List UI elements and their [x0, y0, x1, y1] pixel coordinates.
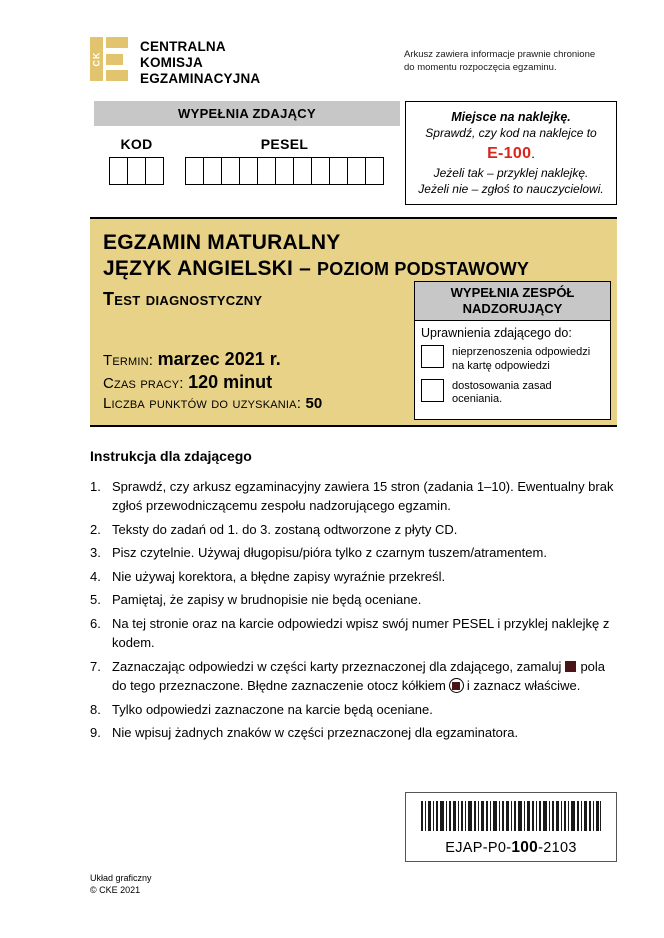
- supervisor-option-row: [421, 345, 604, 374]
- barcode-image: [421, 801, 601, 831]
- instruction-text: Sprawdź, czy arkusz egzaminacyjny zawiera 15 stron (zadania 1–10). Ewentualny brak zgłoś przewodniczącemu zespołu nadzorującego egzamin.: [112, 478, 614, 514]
- instruction-item: [90, 723, 617, 743]
- instruction-number: 6.: [90, 615, 101, 631]
- checkbox[interactable]: [421, 345, 444, 368]
- instruction-number: 3.: [90, 545, 101, 561]
- exam-subject: JĘZYK ANGIELSKI –: [103, 256, 318, 280]
- barcode-text-prefix: EJAP-P0-: [445, 840, 512, 856]
- cke-logo-bar: [90, 37, 103, 81]
- kod-field-group: [109, 136, 164, 185]
- supervisor-box-header: [415, 282, 610, 322]
- pesel-cell[interactable]: [257, 157, 276, 185]
- instruction-number: 7.: [90, 658, 101, 674]
- pesel-cell[interactable]: [311, 157, 330, 185]
- footer-line-1: Układ graficzny: [90, 873, 152, 883]
- exam-points-value: 50: [305, 394, 323, 412]
- instruction-7-part-2: pola do tego przeznaczone. Błędne zaznaczenie otocz kółkiem: [112, 658, 606, 694]
- sticker-box: [405, 101, 617, 205]
- pesel-cell[interactable]: [185, 157, 204, 185]
- supervisor-header-line-1: WYPEŁNIA ZESPÓŁ: [450, 284, 575, 300]
- supervisor-intro: Uprawnienia zdającego do:: [421, 326, 572, 341]
- instructions-section: [90, 448, 617, 743]
- pesel-cell[interactable]: [203, 157, 222, 185]
- instruction-item: [90, 700, 617, 720]
- exam-date-value: marzec 2021 r.: [157, 348, 281, 369]
- exam-points-row: [103, 395, 322, 413]
- page-header: [90, 36, 617, 88]
- footer-line-2: © CKE 2021: [90, 885, 141, 896]
- exam-duration-value: 120 minut: [188, 371, 273, 392]
- page-footer: [90, 872, 152, 896]
- cke-logo: [90, 36, 260, 88]
- exam-subtitle: Test diagnostyczny: [103, 288, 263, 309]
- sticker-code-suffix: .: [531, 145, 535, 161]
- instruction-text: Nie wpisuj żadnych znaków w części przeznaczonej dla egzaminatora.: [112, 725, 519, 741]
- exam-duration-row: [103, 372, 322, 393]
- supervisor-option-label: nieprzenoszenia odpowiedzi na kartę odpowiedzi: [452, 346, 591, 372]
- cke-logo-text: [140, 36, 260, 88]
- instruction-text: Nie używaj korektora, a błędne zapisy wyraźnie przekreśl.: [112, 568, 446, 584]
- logo-line-3: EGZAMINACYJNA: [140, 71, 261, 87]
- kod-cell[interactable]: [127, 157, 146, 185]
- instruction-item: [90, 543, 617, 563]
- supervisor-header-line-2: NADZORUJĄCY: [462, 300, 563, 316]
- logo-line-2: KOMISJA: [140, 55, 203, 71]
- cke-logo-icon: [90, 36, 130, 82]
- candidate-section-header: WYPEŁNIA ZDAJĄCY: [94, 101, 400, 126]
- pesel-cell[interactable]: [239, 157, 258, 185]
- barcode-box: [405, 792, 617, 862]
- pesel-cell[interactable]: [275, 157, 294, 185]
- pesel-cell[interactable]: [365, 157, 384, 185]
- cke-logo-mark-text: CK: [91, 51, 102, 67]
- barcode-text-bold: 100: [511, 839, 539, 856]
- exam-date-row: [103, 349, 322, 370]
- candidate-section: [90, 101, 617, 205]
- instruction-number: 9.: [90, 725, 101, 741]
- instruction-item: [90, 567, 617, 587]
- instruction-number: 4.: [90, 568, 101, 584]
- instruction-7-part-3: i zaznacz właściwe.: [466, 678, 581, 694]
- pesel-cells: [185, 157, 384, 185]
- instruction-item: [90, 590, 617, 610]
- barcode-text: [406, 839, 616, 857]
- pesel-cell[interactable]: [329, 157, 348, 185]
- instruction-text: [112, 657, 617, 696]
- exam-meta: [103, 347, 322, 413]
- kod-label: KOD: [120, 135, 153, 152]
- instruction-text: Na tej stronie oraz na karcie odpowiedzi wpisz swój numer PESEL i przyklej naklejkę z kodem.: [112, 615, 610, 651]
- instruction-item: [90, 520, 617, 540]
- instruction-number: 8.: [90, 701, 101, 717]
- instruction-text: Tylko odpowiedzi zaznaczone na karcie będą oceniane.: [112, 701, 433, 717]
- sticker-title: Miejsce na naklejkę.: [451, 109, 571, 124]
- instruction-number: 5.: [90, 592, 101, 608]
- checkbox[interactable]: [421, 379, 444, 402]
- pesel-label: PESEL: [260, 135, 309, 152]
- logo-line-1: CENTRALNA: [140, 39, 226, 54]
- pesel-cell[interactable]: [221, 157, 240, 185]
- exam-level: POZIOM PODSTAWOWY: [317, 258, 530, 279]
- instruction-item: [90, 614, 617, 653]
- legal-notice: [404, 36, 617, 75]
- instruction-number: 1.: [90, 478, 101, 494]
- supervisor-option-row: [421, 379, 604, 408]
- exam-date-label: Termin:: [103, 351, 154, 369]
- instructions-title: Instrukcja dla zdającego: [90, 447, 252, 464]
- sticker-code: E-100: [487, 144, 532, 162]
- sticker-yes-line: Jeżeli tak – przyklej naklejkę.: [433, 166, 589, 181]
- cke-logo-e-glyph: [106, 37, 128, 81]
- exam-title-line-1: EGZAMIN MATURALNY: [103, 230, 341, 254]
- barcode-text-suffix: -2103: [538, 840, 577, 856]
- instruction-text: Teksty do zadań od 1. do 3. zostaną odtworzone z płyty CD.: [112, 521, 458, 537]
- exam-title-line-2: [103, 257, 617, 281]
- instruction-number: 2.: [90, 521, 101, 537]
- kod-cells: [109, 157, 164, 185]
- kod-cell[interactable]: [145, 157, 164, 185]
- instruction-text: Pisz czytelnie. Używaj długopisu/pióra tylko z czarnym tuszem/atramentem.: [112, 545, 547, 561]
- supervisor-box: [414, 281, 611, 421]
- sticker-code-line: [410, 143, 612, 165]
- exam-title-block: [90, 217, 617, 427]
- pesel-cell[interactable]: [293, 157, 312, 185]
- legal-notice-line-2: do momentu rozpoczęcia egzaminu.: [404, 62, 557, 74]
- instruction-item: [90, 657, 617, 696]
- circled-square-icon: [449, 678, 464, 693]
- instruction-text: Pamiętaj, że zapisy w brudnopisie nie będą oceniane.: [112, 592, 422, 608]
- supervisor-option-label: dostosowania zasad oceniania.: [452, 379, 552, 406]
- exam-duration-label: Czas pracy:: [103, 374, 184, 392]
- filled-square-icon: [565, 661, 576, 672]
- exam-points-label: Liczba punktów do uzyskania:: [103, 394, 302, 412]
- pesel-field-group: [185, 136, 384, 185]
- instruction-item: [90, 477, 617, 516]
- sticker-check-line: Sprawdź, czy kod na naklejce to: [425, 126, 597, 141]
- instruction-7-part-1: Zaznaczając odpowiedzi w części karty przeznaczonej dla zdającego, zamaluj: [112, 658, 562, 674]
- kod-cell[interactable]: [109, 157, 128, 185]
- pesel-cell[interactable]: [347, 157, 366, 185]
- sticker-no-line: Jeżeli nie – zgłoś to nauczycielowi.: [418, 182, 604, 197]
- legal-notice-line-1: Arkusz zawiera informacje prawnie chronione: [404, 49, 596, 60]
- instructions-list: [90, 477, 617, 743]
